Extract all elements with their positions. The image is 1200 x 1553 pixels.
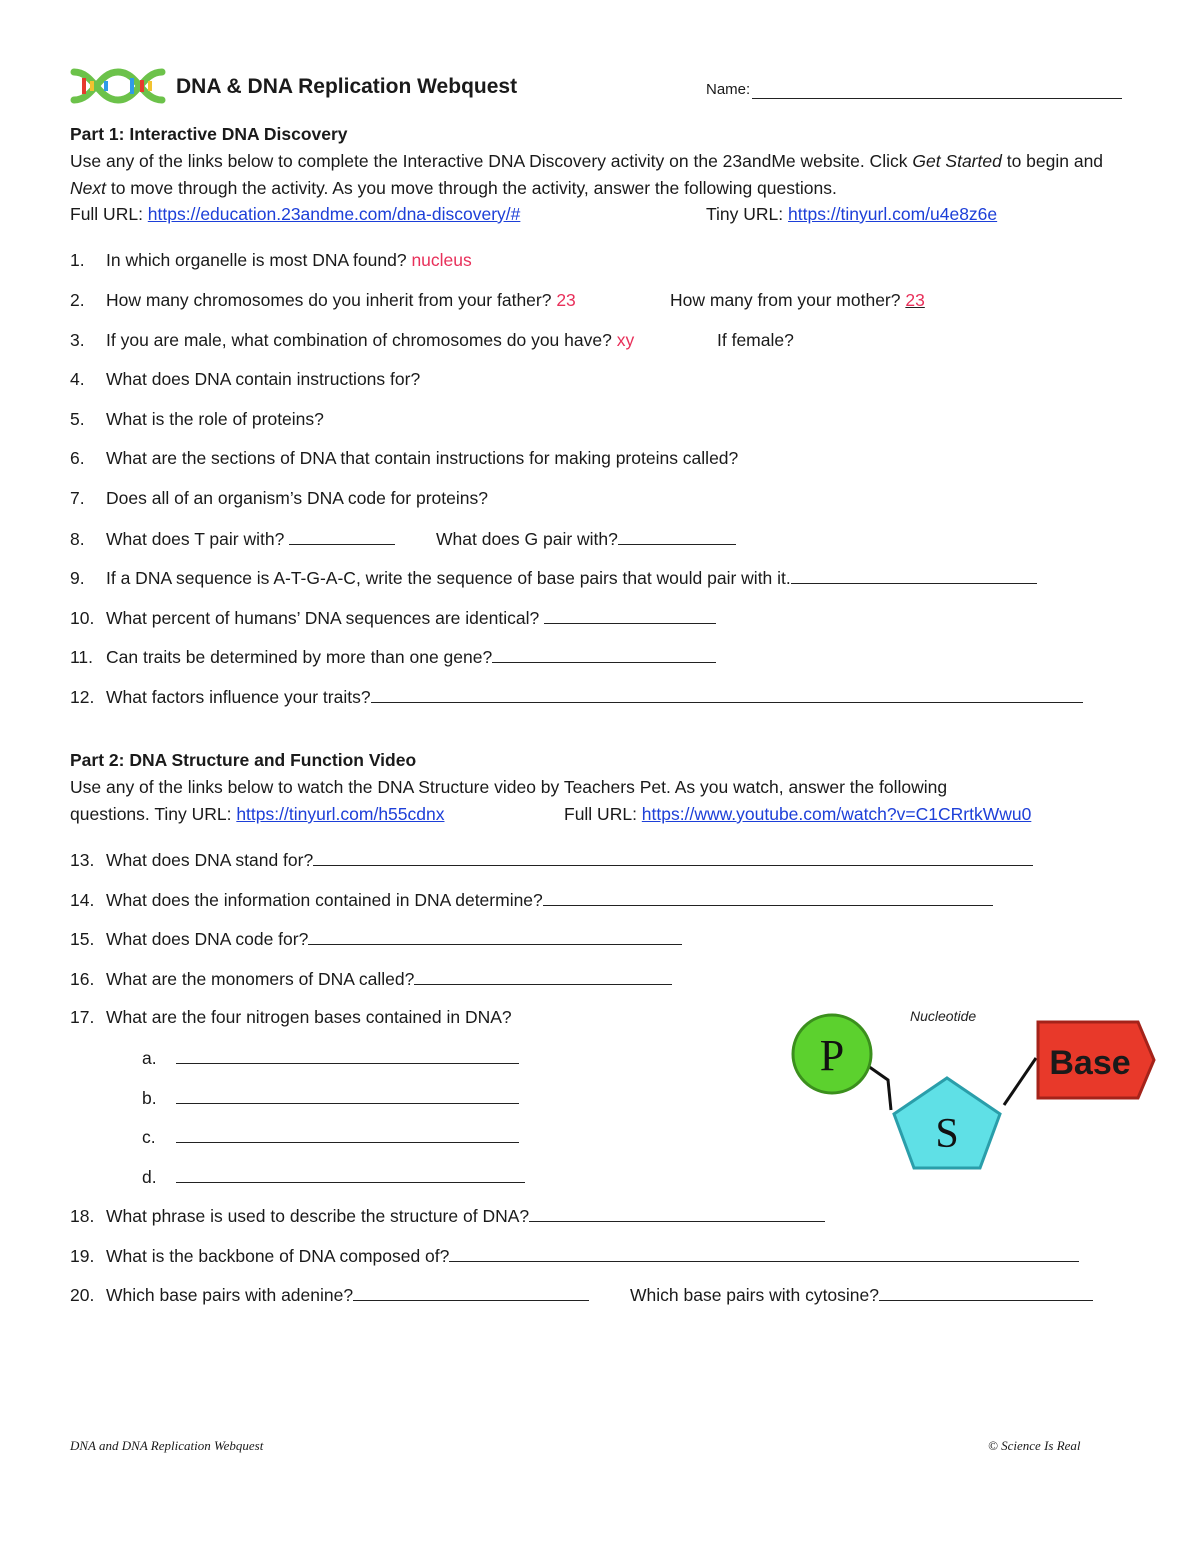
question-text: What are the four nitrogen bases contained in DNA? — [106, 1007, 512, 1027]
answer-blank[interactable] — [308, 928, 682, 945]
dna-logo-icon — [70, 66, 174, 106]
question-number: 14. — [70, 890, 95, 910]
question-5 — [70, 409, 324, 430]
question-number: 11. — [70, 647, 94, 667]
answer-blank[interactable] — [414, 968, 672, 985]
question-text: What does DNA code for? — [106, 929, 309, 949]
sub-item-a — [142, 1047, 519, 1069]
question-number: 7. — [70, 488, 85, 508]
question-20 — [70, 1284, 589, 1306]
footer-right: © Science Is Real — [988, 1438, 1081, 1453]
question-text: Does all of an organism’s DNA code for proteins? — [106, 488, 488, 508]
question-8 — [70, 528, 395, 550]
answer-blank[interactable] — [176, 1166, 525, 1183]
sugar-label: S — [935, 1111, 959, 1157]
part2-intro-line1: Use any of the links below to watch the DNA Structure video by Teachers Pet. As you watch, answer the following — [70, 777, 948, 797]
answer-blank[interactable] — [176, 1126, 519, 1143]
question-19 — [70, 1245, 1079, 1267]
question-number: 16. — [70, 969, 95, 989]
question-text: What does the information contained in DNA determine? — [106, 890, 543, 910]
answer-blank[interactable] — [313, 849, 1033, 866]
part1-intro-text-c: to move through the activity. As you move through the activity, answer the following questions. — [105, 178, 837, 198]
part2-full-url-line — [564, 804, 1031, 825]
question-number: 1. — [70, 250, 85, 270]
answer-blank[interactable] — [289, 528, 395, 545]
question-text: What does DNA stand for? — [106, 850, 314, 870]
question-text: Which base pairs with cytosine? — [630, 1285, 879, 1305]
part1-tiny-url-line — [706, 204, 997, 225]
question-number: 15. — [70, 929, 95, 949]
question-text: What does G pair with? — [436, 529, 618, 549]
name-field[interactable] — [752, 82, 1122, 99]
question-10 — [70, 607, 716, 629]
video-tiny-url-link[interactable]: https://tinyurl.com/h55cdnx — [236, 804, 445, 824]
answer-text[interactable]: 23 — [556, 290, 576, 310]
question-4 — [70, 369, 420, 390]
question-number: 3. — [70, 330, 85, 350]
part2-intro-line2 — [70, 804, 444, 825]
question-number: 18. — [70, 1206, 95, 1226]
answer-blank[interactable] — [449, 1245, 1079, 1262]
answer-blank[interactable] — [176, 1087, 519, 1104]
answer-blank[interactable] — [544, 607, 716, 624]
question-text: Which base pairs with adenine? — [106, 1285, 354, 1305]
question-2-part-b — [670, 290, 925, 311]
question-number: 20. — [70, 1285, 95, 1305]
question-number: 5. — [70, 409, 85, 429]
question-number: 19. — [70, 1246, 95, 1266]
footer-left: DNA and DNA Replication Webquest — [70, 1438, 264, 1453]
part1-intro-next: Next — [70, 178, 106, 198]
question-1 — [70, 250, 472, 271]
question-3-part-b — [717, 330, 794, 351]
tiny-url-link[interactable]: https://tinyurl.com/u4e8z6e — [788, 204, 998, 224]
question-text: What are the sections of DNA that contain instructions for making proteins called? — [106, 448, 739, 468]
question-text: How many from your mother? — [670, 290, 906, 310]
question-text: What does T pair with? — [106, 529, 290, 549]
question-7 — [70, 488, 488, 509]
question-2 — [70, 290, 576, 311]
full-url-link[interactable]: https://education.23andme.com/dna-discovery/# — [147, 204, 521, 224]
part2-intro-text: questions. Tiny URL: — [70, 804, 237, 824]
question-9 — [70, 567, 1037, 589]
question-15 — [70, 928, 682, 950]
full-url-label: Full URL: — [564, 804, 642, 824]
part1-intro-text-a: Use any of the links below to complete the Interactive DNA Discovery activity on the 23andMe website. Click — [70, 151, 913, 171]
question-number: 9. — [70, 568, 85, 588]
sub-item-c — [142, 1126, 519, 1148]
tiny-url-label: Tiny URL: — [706, 204, 789, 224]
question-text: What is the backbone of DNA composed of? — [106, 1246, 450, 1266]
answer-text[interactable]: nucleus — [411, 250, 472, 270]
question-number: 12. — [70, 687, 95, 707]
question-number: 6. — [70, 448, 85, 468]
part1-intro-text-b: to begin and — [1001, 151, 1104, 171]
question-16 — [70, 968, 672, 990]
question-11 — [70, 646, 716, 668]
part1-full-url-line — [70, 204, 520, 225]
sub-item-label: a. — [142, 1048, 157, 1068]
question-text: If female? — [717, 330, 794, 350]
question-6 — [70, 448, 738, 469]
part1-intro — [70, 148, 1132, 202]
answer-blank[interactable] — [529, 1205, 825, 1222]
question-3 — [70, 330, 634, 351]
question-text: What are the monomers of DNA called? — [106, 969, 415, 989]
question-text: In which organelle is most DNA found? — [106, 250, 412, 270]
answer-blank[interactable] — [618, 528, 736, 545]
question-text: What factors influence your traits? — [106, 687, 371, 707]
answer-blank[interactable] — [879, 1284, 1093, 1301]
name-label — [706, 81, 750, 98]
question-13 — [70, 849, 1033, 871]
answer-blank[interactable] — [353, 1284, 589, 1301]
question-text: How many chromosomes do you inherit from your father? — [106, 290, 557, 310]
question-text: If a DNA sequence is A-T-G-A-C, write the sequence of base pairs that would pair with it. — [106, 568, 791, 588]
question-number: 13. — [70, 850, 95, 870]
answer-blank[interactable] — [492, 646, 716, 663]
nucleotide-caption: Nucleotide — [910, 1008, 977, 1024]
question-number: 2. — [70, 290, 85, 310]
question-number: 17. — [70, 1007, 95, 1027]
question-text: What does DNA contain instructions for? — [106, 369, 421, 389]
name-label-text: Name: — [706, 81, 751, 98]
question-text: If you are male, what combination of chromosomes do you have? — [106, 330, 617, 350]
question-number: 10. — [70, 608, 95, 628]
sub-item-b — [142, 1087, 519, 1109]
question-18 — [70, 1205, 825, 1227]
sub-item-label: c. — [142, 1127, 156, 1147]
part1-heading: Part 1: Interactive DNA Discovery — [70, 124, 348, 144]
answer-blank[interactable] — [543, 889, 993, 906]
question-text: What percent of humans’ DNA sequences are identical? — [106, 608, 545, 628]
question-14 — [70, 889, 993, 911]
sub-item-label: d. — [142, 1167, 157, 1187]
part2-heading: Part 2: DNA Structure and Function Video — [70, 750, 417, 770]
answer-blank[interactable] — [176, 1047, 519, 1064]
sub-item-label: b. — [142, 1088, 157, 1108]
part1-intro-get-started: Get Started — [912, 151, 1002, 171]
question-8-part-b — [436, 528, 736, 550]
question-text: What phrase is used to describe the structure of DNA? — [106, 1206, 530, 1226]
answer-text[interactable]: xy — [616, 330, 635, 350]
answer-blank[interactable] — [371, 686, 1083, 703]
page-title: DNA & DNA Replication Webquest — [176, 75, 518, 98]
answer-blank[interactable] — [791, 567, 1037, 584]
question-12 — [70, 686, 1083, 708]
answer-text[interactable]: 23 — [905, 290, 925, 310]
question-text: Can traits be determined by more than one gene? — [106, 647, 493, 667]
base-label: Base — [1049, 1044, 1131, 1082]
nucleotide-diagram — [780, 1000, 1160, 1180]
question-number: 4. — [70, 369, 85, 389]
sub-item-d — [142, 1166, 525, 1188]
full-url-label: Full URL: — [70, 204, 148, 224]
question-text: What is the role of proteins? — [106, 409, 324, 429]
question-number: 8. — [70, 529, 85, 549]
phosphate-label: P — [819, 1031, 845, 1080]
question-20-part-b — [630, 1284, 1093, 1306]
video-full-url-link[interactable]: https://www.youtube.com/watch?v=C1CRrtkWwu0 — [641, 804, 1032, 824]
question-17 — [70, 1007, 512, 1028]
